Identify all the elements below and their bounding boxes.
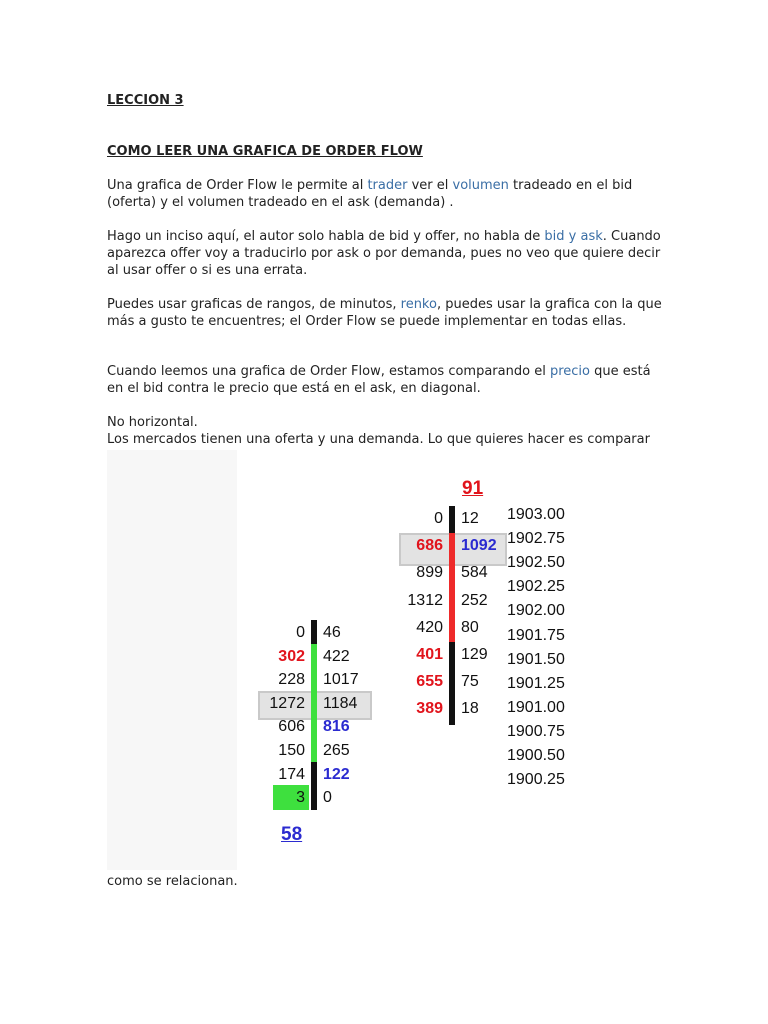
link-volumen[interactable]: volumen <box>452 178 509 193</box>
left_ladder-bar-segment <box>311 738 317 763</box>
left_ladder-ask-value: 0 <box>323 789 332 807</box>
left_ladder-bar-segment <box>311 785 317 810</box>
left_ladder-ask-value: 816 <box>323 718 350 736</box>
p3-text-a: Puedes usar graficas de rangos, de minutos, <box>107 297 401 312</box>
right_ladder-bid-value: 389 <box>416 700 443 718</box>
figure-background <box>107 450 237 870</box>
left_ladder-bar-segment <box>311 691 317 716</box>
left_ladder-bid-value: 606 <box>278 718 305 736</box>
left_ladder-ask-value: 122 <box>323 765 350 783</box>
price-level: 1902.00 <box>507 602 565 620</box>
price-level: 1902.75 <box>507 530 565 548</box>
right_ladder-ask-value: 252 <box>461 591 488 609</box>
right_ladder-bar-segment <box>449 696 455 724</box>
left_ladder-bid-value: 228 <box>278 671 305 689</box>
section-title: COMO LEER UNA GRAFICA DE ORDER FLOW <box>107 144 423 159</box>
link-bid-y-ask[interactable]: bid y ask <box>544 229 603 244</box>
left_ladder-ask-value: 422 <box>323 647 350 665</box>
paragraph-7: como se relacionan. <box>107 874 238 889</box>
right_ladder-bid-value: 1312 <box>407 591 443 609</box>
paragraph-6: Los mercados tienen una oferta y una demanda. Lo que quieres hacer es comparar <box>107 432 650 447</box>
right_ladder-bid-value: 655 <box>416 673 443 691</box>
p1-text-c: tradeado en el bid (oferta) y el volumen tradeado en el ask (demanda) . <box>107 178 633 210</box>
link-trader[interactable]: trader <box>367 178 408 193</box>
paragraph-1 <box>107 177 667 211</box>
left_ladder-bar-segment <box>311 620 317 645</box>
price-level: 1900.25 <box>507 771 565 789</box>
right_ladder-bid-value: 420 <box>416 618 443 636</box>
paragraph-2 <box>107 228 667 279</box>
p4-text-b: que está en el bid contra le precio que está en el ask, en diagonal. <box>107 364 651 396</box>
price-level: 1902.25 <box>507 578 565 596</box>
paragraph-5: No horizontal. <box>107 415 198 430</box>
left-ladder-total: 58 <box>281 824 303 845</box>
left_ladder-bar-segment <box>311 714 317 739</box>
left_ladder-bar-segment <box>311 644 317 669</box>
lesson-title: LECCION 3 <box>107 93 184 108</box>
right_ladder-ask-value: 80 <box>461 618 479 636</box>
paragraph-4 <box>107 363 667 397</box>
left_ladder-ask-value: 1017 <box>323 671 359 689</box>
left_ladder-bid-value: 302 <box>278 647 305 665</box>
left_ladder-bar-segment <box>311 762 317 787</box>
p1-text-b: ver el <box>407 178 453 193</box>
price-level: 1902.50 <box>507 554 565 572</box>
p2-text-a: Hago un inciso aquí, el autor solo habla de bid y offer, no habla de <box>107 229 545 244</box>
right_ladder-bid-value: 899 <box>416 564 443 582</box>
left_ladder-ask-value: 1184 <box>323 694 358 712</box>
right_ladder-ask-value: 18 <box>461 700 479 718</box>
price-level: 1900.75 <box>507 722 565 740</box>
left_ladder-bid-value: 1272 <box>269 694 305 712</box>
left_ladder-bid-value: 0 <box>296 624 305 641</box>
left_ladder-ask-value: 265 <box>323 742 350 759</box>
paragraph-3 <box>107 296 667 330</box>
left_ladder-bar-segment <box>311 667 317 692</box>
right-ladder-total: 91 <box>462 478 484 499</box>
p4-text-a: Cuando leemos una grafica de Order Flow, estamos comparando el <box>107 364 550 379</box>
p2-text-b: . Cuando aparezca offer voy a traducirlo por ask o por demanda, pues no veo que quiere decir al usar offer o si es una errata. <box>107 229 661 278</box>
left_ladder-bid-value: 3 <box>296 789 305 807</box>
price-level: 1901.25 <box>507 674 565 692</box>
price-level: 1901.75 <box>507 626 565 644</box>
right_ladder-ask-value: 584 <box>461 564 488 582</box>
right_ladder-bar-segment <box>449 560 455 588</box>
link-renko[interactable]: renko <box>400 297 437 312</box>
price-level: 1901.00 <box>507 698 565 716</box>
right_ladder-bar-segment <box>449 588 455 616</box>
right_ladder-bid-value: 0 <box>434 510 443 527</box>
link-precio[interactable]: precio <box>549 364 590 379</box>
right_ladder-ask-value: 12 <box>461 510 479 527</box>
right_ladder-ask-value: 129 <box>461 646 488 663</box>
left_ladder-ask-value: 46 <box>323 624 341 641</box>
right_ladder-bar-segment <box>449 615 455 643</box>
price-level: 1900.50 <box>507 747 565 764</box>
right_ladder-bar-segment <box>449 533 455 561</box>
p3-text-b: , puedes usar la grafica con la que más a gusto te encuentres; el Order Flow se puede implementar en todas ellas. <box>107 297 662 329</box>
right_ladder-bar-segment <box>449 642 455 670</box>
right_ladder-ask-value: 75 <box>461 673 479 691</box>
right_ladder-bar-segment <box>449 506 455 534</box>
price-level: 1901.50 <box>507 650 565 668</box>
right_ladder-ask-value: 1092 <box>461 537 497 555</box>
right_ladder-bid-value: 401 <box>416 646 443 663</box>
left_ladder-bid-value: 150 <box>278 742 305 759</box>
right_ladder-bar-segment <box>449 669 455 697</box>
left_ladder-bid-value: 174 <box>278 765 305 783</box>
p1-text-a: Una grafica de Order Flow le permite al <box>107 178 368 193</box>
price-level: 1903.00 <box>507 506 565 523</box>
right_ladder-bid-value: 686 <box>416 537 443 555</box>
